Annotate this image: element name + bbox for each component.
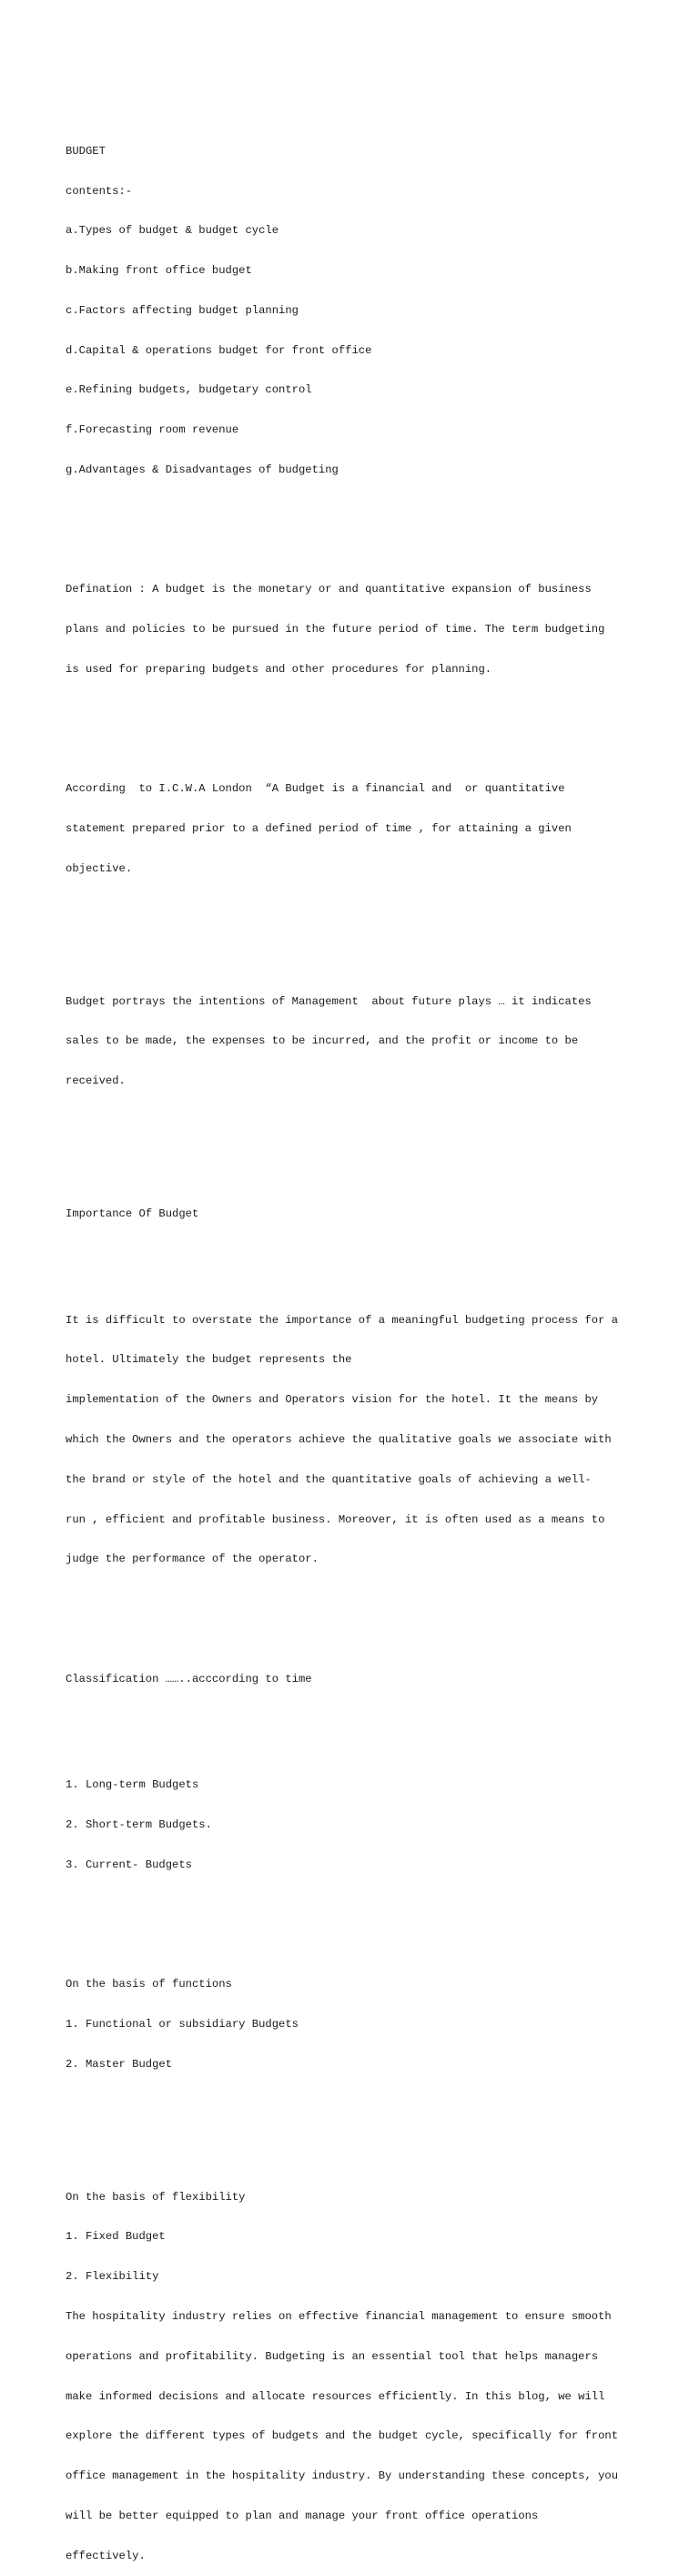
portrays-line: Budget portrays the intentions of Management about future plays … it indicates: [66, 994, 592, 1008]
closing-paragraph-line: operations and profitability. Budgeting is an essential tool that helps managers: [66, 2349, 599, 2363]
contents-item: b.Making front office budget: [66, 264, 252, 278]
document-body: [66, 105, 648, 2576]
functions-list-item: 2. Master Budget: [66, 2057, 173, 2071]
closing-paragraph-line: make informed decisions and allocate resources efficiently. In this blog, we will: [66, 2389, 605, 2403]
definition-line: Defination : A budget is the monetary or and quantitative expansion of business: [66, 583, 592, 596]
according-line: objective.: [66, 861, 133, 875]
importance-line: the brand or style of the hotel and the quantitative goals of achieving a well-: [66, 1472, 592, 1486]
closing-paragraph-line: office management in the hospitality industry. By understanding these concepts, you: [66, 2469, 619, 2483]
contents-item: e.Refining budgets, budgetary control: [66, 383, 312, 397]
contents-item: c.Factors affecting budget planning: [66, 303, 299, 317]
importance-heading: Importance Of Budget: [66, 1207, 199, 1220]
according-line: According to I.C.W.A London “A Budget is a financial and or quantitative: [66, 782, 565, 796]
flexibility-list-item: 1. Fixed Budget: [66, 2230, 166, 2244]
flexibility-list-item: 2. Flexibility: [66, 2270, 159, 2284]
importance-line: implementation of the Owners and Operators vision for the hotel. It the means by: [66, 1393, 599, 1407]
time-list-item: 1. Long-term Budgets: [66, 1778, 199, 1792]
closing-paragraph-line: explore the different types of budgets and the budget cycle, specifically for front: [66, 2429, 619, 2443]
classification-heading: Classification ……..acccording to time: [66, 1672, 312, 1685]
contents-item: g.Advantages & Disadvantages of budgeting: [66, 463, 339, 477]
contents-item: f.Forecasting room revenue: [66, 423, 239, 437]
functions-list-item: 1. Functional or subsidiary Budgets: [66, 2018, 299, 2031]
time-list-item: 3. Current- Budgets: [66, 1858, 192, 1871]
portrays-line: sales to be made, the expenses to be incurred, and the profit or income to be: [66, 1034, 579, 1048]
contents-item: a.Types of budget & budget cycle: [66, 224, 279, 238]
importance-line: It is difficult to overstate the importance of a meaningful budgeting process for a: [66, 1313, 619, 1327]
functions-heading: On the basis of functions: [66, 1978, 232, 1991]
time-list-item: 2. Short-term Budgets.: [66, 1818, 212, 1832]
contents-item: d.Capital & operations budget for front office: [66, 343, 372, 357]
contents-label: contents:-: [66, 184, 133, 198]
flexibility-heading: On the basis of flexibility: [66, 2190, 246, 2204]
closing-paragraph-line: will be better equipped to plan and manage your front office operations: [66, 2509, 539, 2522]
importance-line: run , efficient and profitable business. Moreover, it is often used as a means to: [66, 1512, 605, 1526]
according-line: statement prepared prior to a defined period of time , for attaining a given: [66, 822, 572, 836]
doc-title: BUDGET: [66, 144, 106, 158]
importance-line: hotel. Ultimately the budget represents the: [66, 1353, 352, 1367]
importance-line: which the Owners and the operators achieve the qualitative goals we associate with: [66, 1433, 612, 1446]
definition-line: is used for preparing budgets and other procedures for planning.: [66, 662, 492, 676]
definition-line: plans and policies to be pursued in the future period of time. The term budgeting: [66, 623, 605, 636]
closing-paragraph-line: The hospitality industry relies on effective financial management to ensure smooth: [66, 2310, 612, 2323]
closing-paragraph-line: effectively.: [66, 2549, 146, 2562]
importance-line: judge the performance of the operator.: [66, 1553, 319, 1566]
portrays-line: received.: [66, 1074, 126, 1088]
